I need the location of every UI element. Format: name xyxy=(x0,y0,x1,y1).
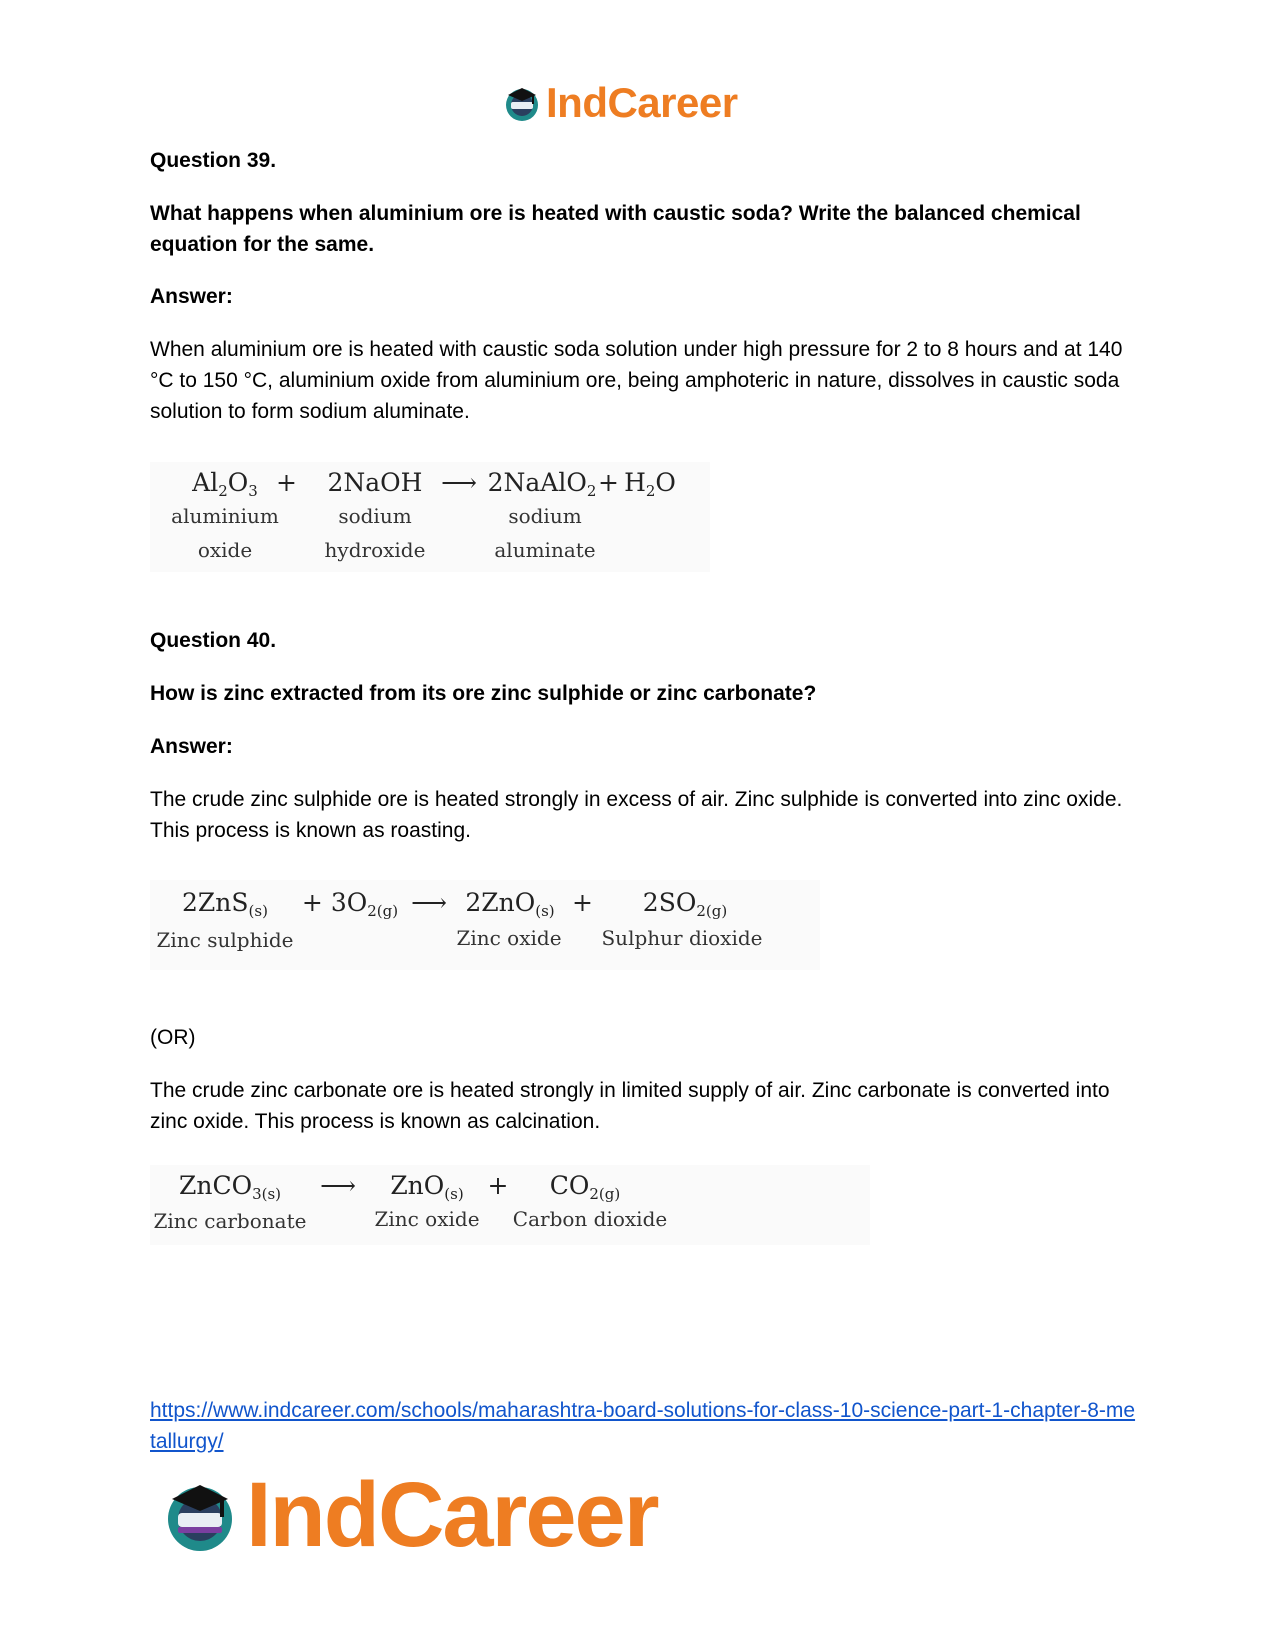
plus-sign: + xyxy=(276,468,297,497)
question-40-text: How is zinc extracted from its ore zinc sulphide or zinc carbonate? xyxy=(150,682,817,705)
question-39-text: What happens when aluminium ore is heated with caustic soda? Write the balanced chemical equation for the same. xyxy=(150,202,1081,256)
label-aluminium: aluminium xyxy=(171,504,279,528)
product-h2o: $H_2O$ xyxy=(624,468,676,500)
equation-aluminium-oxide xyxy=(150,462,710,572)
question-39-heading: Question 39. xyxy=(150,149,277,172)
product-naalo2: 2NaAlO$_2$ xyxy=(487,468,597,500)
question-40-heading: Question 40. xyxy=(150,629,277,652)
product-so2: $2SO_{2(g)}$ xyxy=(642,888,728,920)
label-oxide: oxide xyxy=(197,538,253,562)
product-co2: $CO_{2(g)}$ xyxy=(549,1171,621,1203)
plus-sign: + xyxy=(487,1171,509,1200)
reactant-o2: + $3O_{2(g)}$ xyxy=(301,888,399,920)
reactant-zns: 2ZnS$_{(s)}$ xyxy=(182,888,268,920)
question-40-answer-text-2: The crude zinc carbonate ore is heated strongly in limited supply of air. Zinc carbonate is converted into zinc oxide. This process is known as calcination. xyxy=(150,1079,1110,1133)
product-zno: 2ZnO$_{(s)}$ xyxy=(465,888,555,920)
reaction-arrow: ⟶ xyxy=(320,1171,356,1200)
plus-sign: + xyxy=(598,468,619,497)
label-zinc-sulphide: Zinc sulphide xyxy=(156,928,294,952)
source-link[interactable]: https://www.indcareer.com/schools/maharashtra-board-solutions-for-class-10-science-part-1-chapter-8-metallurgy/ xyxy=(150,1399,1136,1453)
header-logo xyxy=(502,78,738,128)
label-sulphur-dioxide: Sulphur dioxide xyxy=(601,926,763,950)
label-hydroxide: hydroxide xyxy=(324,538,426,562)
label-zinc-oxide: Zinc oxide xyxy=(374,1207,480,1231)
question-40-answer-label: Answer: xyxy=(150,735,233,758)
label-zinc-oxide: Zinc oxide xyxy=(456,926,562,950)
reactant-al2o3: $Al_2O_3$ xyxy=(192,468,258,500)
reaction-arrow: ⟶ xyxy=(411,888,447,917)
label-sodium-2: sodium xyxy=(508,504,582,528)
reactant-znco3: ZnCO$_{3(s)}$ xyxy=(178,1171,282,1203)
label-carbon-dioxide: Carbon dioxide xyxy=(512,1207,668,1231)
label-sodium: sodium xyxy=(338,504,412,528)
or-separator: (OR) xyxy=(150,1026,196,1049)
footer-logo xyxy=(160,1463,658,1566)
question-39-answer-label: Answer: xyxy=(150,285,233,308)
equation-zinc-carbonate xyxy=(150,1165,870,1245)
reaction-arrow: ⟶ xyxy=(441,468,477,497)
question-40-answer-text-1: The crude zinc sulphide ore is heated strongly in excess of air. Zinc sulphide is converted into zinc oxide. This process is known as roasting. xyxy=(150,788,1123,842)
equation-zinc-sulphide xyxy=(150,880,820,970)
plus-sign: + xyxy=(572,888,593,917)
graduation-globe-icon xyxy=(160,1475,240,1555)
graduation-globe-icon xyxy=(502,83,542,123)
label-zinc-carbonate: Zinc carbonate xyxy=(153,1209,307,1233)
logo-wordmark: IndCareer xyxy=(546,79,738,126)
label-aluminate: aluminate xyxy=(494,538,596,562)
question-39-answer-text: When aluminium ore is heated with caustic soda solution under high pressure for 2 to 8 hours and at 140 °C to 150 °C, aluminium oxide from aluminium ore, being amphoteric in nature, dissolves in caustic soda solution to form sodium aluminate. xyxy=(150,338,1123,423)
product-zno: ZnO$_{(s)}$ xyxy=(390,1171,464,1203)
logo-wordmark: IndCareer xyxy=(246,1463,658,1566)
reactant-naoh: 2NaOH xyxy=(327,468,423,497)
